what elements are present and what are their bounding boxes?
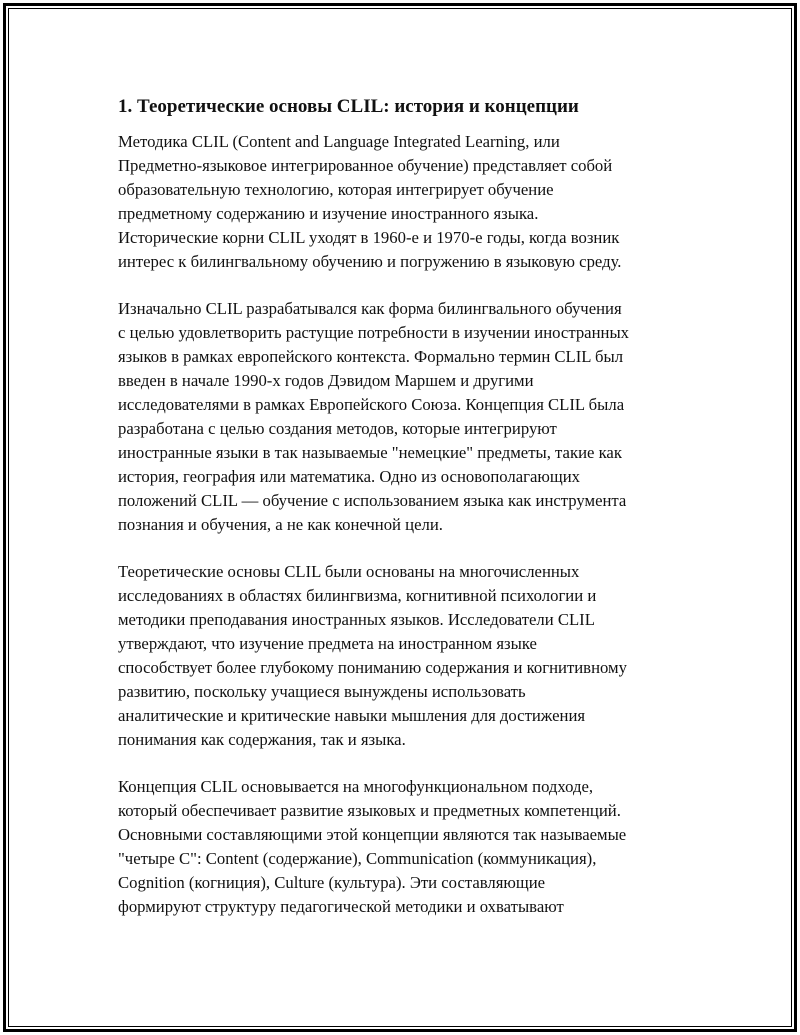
text-line: понимания как содержания, так и языка. [118,730,406,749]
text-line: методики преподавания иностранных языков. Исследователи CLIL [118,610,595,629]
section-heading: 1. Теоретические основы CLIL: история и концепции [118,96,579,117]
text-line: иностранные языки в так называемые "немецкие" предметы, такие как [118,443,622,462]
text-line: способствует более глубокому пониманию содержания и когнитивному [118,658,627,677]
text-line: аналитические и критические навыки мышления для достижения [118,706,586,725]
paragraph-theory [118,560,698,752]
paragraph-origins [118,297,698,537]
text-line: предметному содержанию и изучение иностранного языка. [118,204,539,223]
text-line: образовательную технологию, которая интегрирует обучение [118,180,554,199]
text-line: положений CLIL — обучение с использованием языка как инструмента [118,491,627,510]
text-line: Предметно-языковое интегрированное обучение) представляет собой [118,156,613,175]
text-line: введен в начале 1990-х годов Дэвидом Маршем и другими [118,371,534,390]
text-line: Теоретические основы CLIL были основаны на многочисленных [118,562,580,581]
text-line: Исторические корни CLIL уходят в 1960-е и 1970-е годы, когда возник [118,228,620,247]
text-line: с целью удовлетворить растущие потребности в изучении иностранных [118,323,629,342]
text-line: языков в рамках европейского контекста. Формально термин CLIL был [118,347,624,366]
text-line: интерес к билингвальному обучению и погружению в языковую среду. [118,252,622,271]
text-line: Основными составляющими этой концепции являются так называемые [118,825,627,844]
text-line: Cognition (когниция), Culture (культура). Эти составляющие [118,873,546,892]
text-line: Концепция CLIL основывается на многофункциональном подходе, [118,777,594,796]
document-body [118,94,698,942]
text-line: история, география или математика. Одно из основополагающих [118,467,580,486]
text-line: Изначально CLIL разрабатывался как форма билингвального обучения [118,299,622,318]
text-line: исследованиях в областях билингвизма, когнитивной психологии и [118,586,597,605]
text-line: разработана с целью создания методов, которые интегрируют [118,419,557,438]
text-line: исследователями в рамках Европейского Союза. Концепция CLIL была [118,395,625,414]
paragraph-intro [118,130,698,274]
text-line: утверждают, что изучение предмета на иностранном языке [118,634,537,653]
paragraph-concept [118,775,698,919]
text-line: Методика CLIL (Content and Language Integrated Learning, или [118,132,560,151]
text-line: который обеспечивает развитие языковых и предметных компетенций. [118,801,621,820]
text-line: "четыре C": Content (содержание), Communication (коммуникация), [118,849,597,868]
text-line: развитию, поскольку учащиеся вынуждены использовать [118,682,526,701]
text-line: познания и обучения, а не как конечной цели. [118,515,443,534]
text-line: формируют структуру педагогической методики и охватывают [118,897,564,916]
